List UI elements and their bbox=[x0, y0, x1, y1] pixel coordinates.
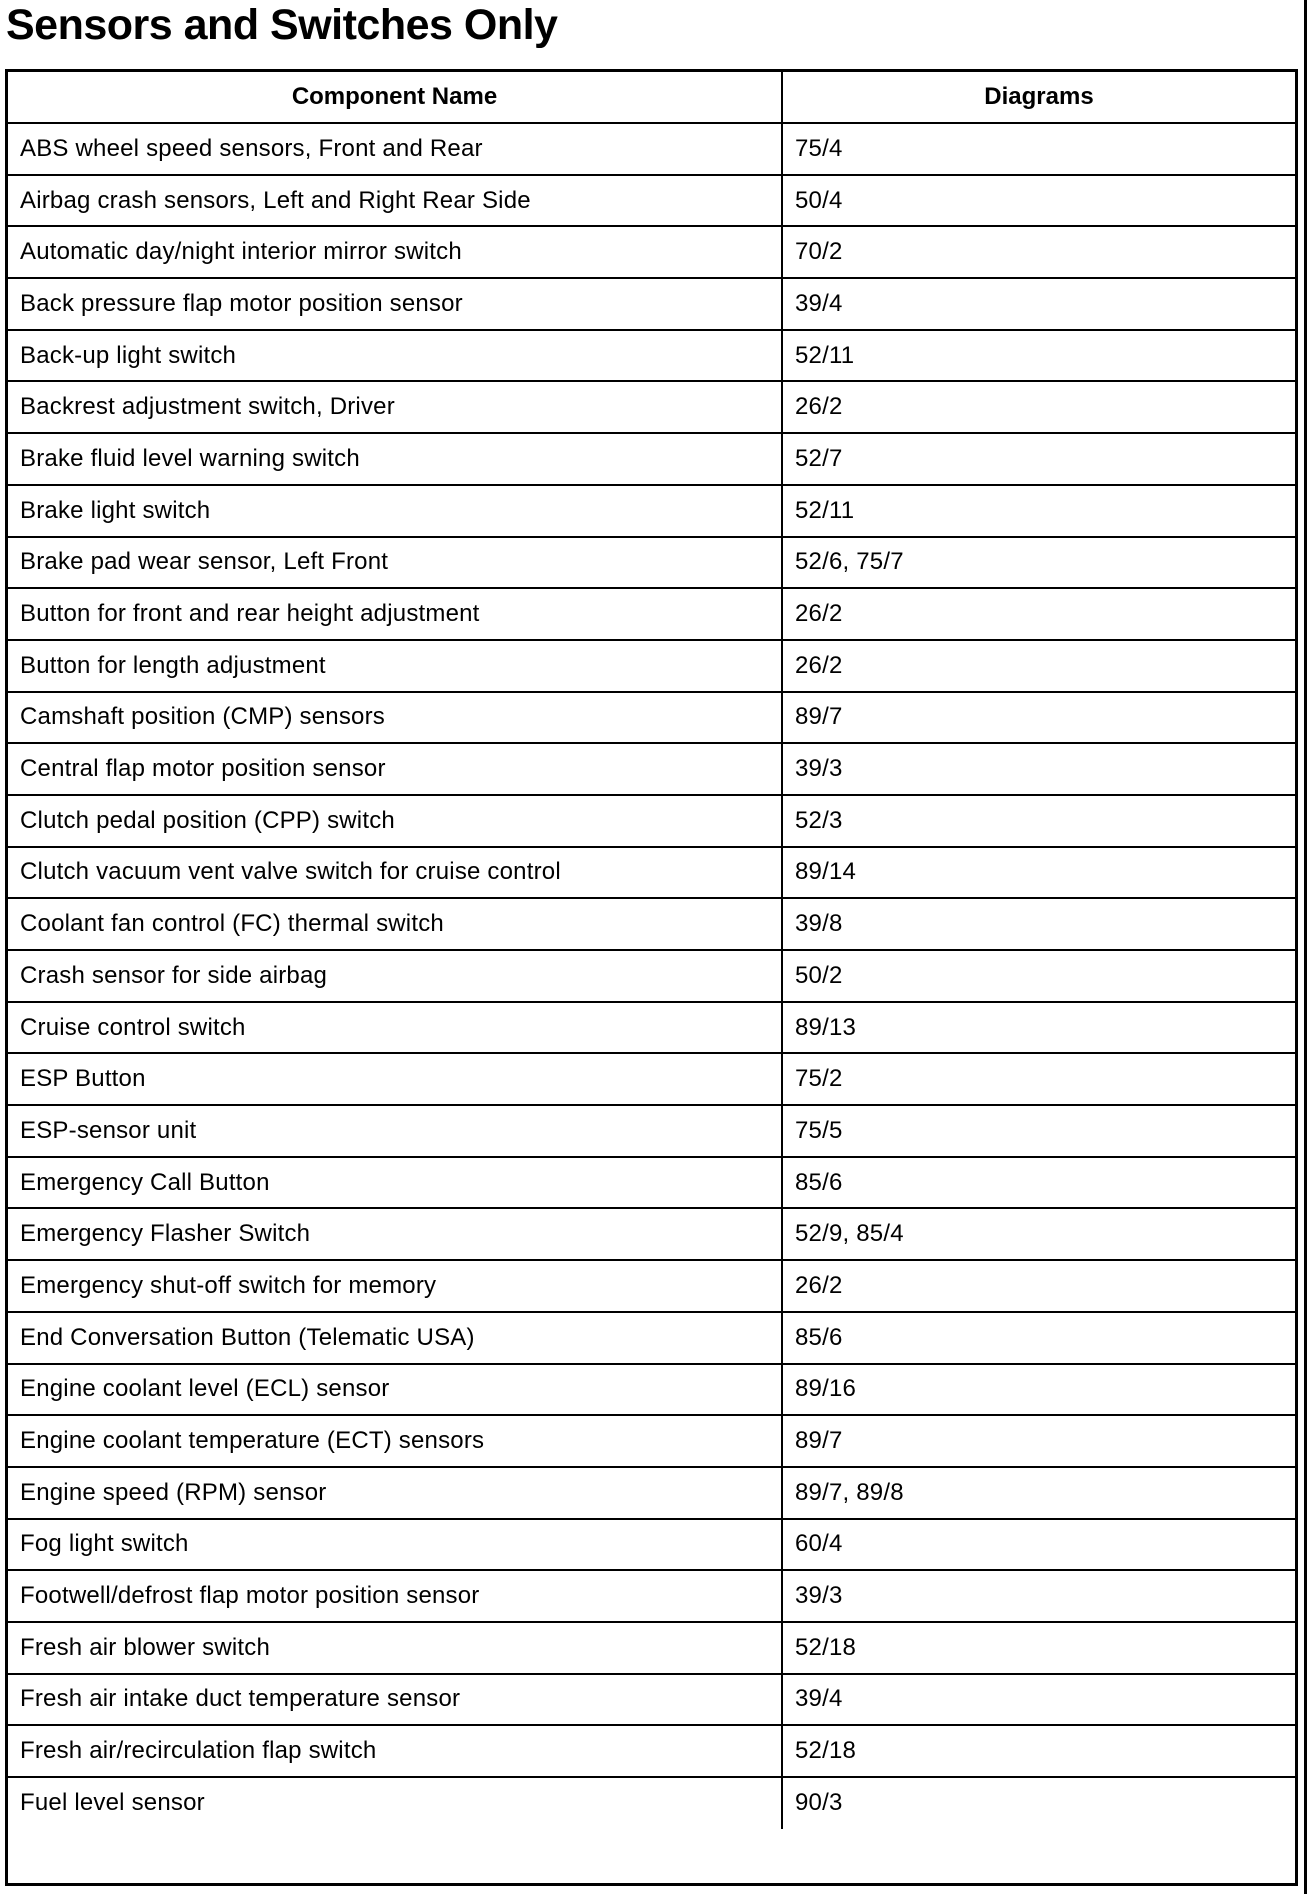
diagrams-cell: 26/2 bbox=[782, 1260, 1295, 1312]
component-name-cell: Fog light switch bbox=[8, 1519, 782, 1571]
table-header-row bbox=[8, 72, 1295, 123]
table-row bbox=[8, 1002, 1295, 1054]
table-row bbox=[8, 381, 1295, 433]
diagrams-cell: 26/2 bbox=[782, 588, 1295, 640]
component-table bbox=[8, 72, 1295, 1829]
component-name-cell: Fuel level sensor bbox=[8, 1777, 782, 1829]
table-row bbox=[8, 175, 1295, 227]
diagrams-cell: 52/7 bbox=[782, 433, 1295, 485]
component-name-cell: Camshaft position (CMP) sensors bbox=[8, 692, 782, 744]
table-row bbox=[8, 226, 1295, 278]
diagrams-cell: 52/6, 75/7 bbox=[782, 537, 1295, 589]
component-name-cell: Back-up light switch bbox=[8, 330, 782, 382]
diagrams-cell: 89/13 bbox=[782, 1002, 1295, 1054]
diagrams-cell: 75/2 bbox=[782, 1053, 1295, 1105]
diagrams-cell: 26/2 bbox=[782, 381, 1295, 433]
diagrams-cell: 89/7 bbox=[782, 1415, 1295, 1467]
component-name-cell: Brake pad wear sensor, Left Front bbox=[8, 537, 782, 589]
table-row bbox=[8, 640, 1295, 692]
table-row bbox=[8, 330, 1295, 382]
table-row bbox=[8, 123, 1295, 175]
table-row bbox=[8, 1105, 1295, 1157]
component-name-cell: Engine coolant level (ECL) sensor bbox=[8, 1364, 782, 1416]
component-name-cell: Back pressure flap motor position sensor bbox=[8, 278, 782, 330]
table-row bbox=[8, 1467, 1295, 1519]
component-name-cell: Emergency shut-off switch for memory bbox=[8, 1260, 782, 1312]
component-name-cell: Button for length adjustment bbox=[8, 640, 782, 692]
component-name-cell: Coolant fan control (FC) thermal switch bbox=[8, 898, 782, 950]
component-name-cell: Engine speed (RPM) sensor bbox=[8, 1467, 782, 1519]
diagrams-cell: 50/4 bbox=[782, 175, 1295, 227]
table-row bbox=[8, 1260, 1295, 1312]
diagrams-cell: 90/3 bbox=[795, 1789, 843, 1817]
diagrams-cell: 50/2 bbox=[782, 950, 1295, 1002]
table-row bbox=[8, 278, 1295, 330]
page-title: Sensors and Switches Only bbox=[6, 1, 558, 49]
diagrams-cell: 75/4 bbox=[782, 123, 1295, 175]
diagrams-cell: 39/8 bbox=[782, 898, 1295, 950]
diagrams-cell: 60/4 bbox=[782, 1519, 1295, 1571]
diagrams-cell: 26/2 bbox=[782, 640, 1295, 692]
diagrams-cell: 89/7, 89/8 bbox=[782, 1467, 1295, 1519]
table-row bbox=[8, 847, 1295, 899]
component-name-cell: Fresh air intake duct temperature sensor bbox=[8, 1674, 782, 1726]
table-row bbox=[8, 1053, 1295, 1105]
table-row bbox=[8, 898, 1295, 950]
diagrams-cell: 89/16 bbox=[782, 1364, 1295, 1416]
component-name-cell: End Conversation Button (Telematic USA) bbox=[8, 1312, 782, 1364]
table-body bbox=[8, 123, 1295, 1829]
diagrams-cell: 52/3 bbox=[782, 795, 1295, 847]
component-name-cell: Brake fluid level warning switch bbox=[8, 433, 782, 485]
component-name-cell: Engine coolant temperature (ECT) sensors bbox=[8, 1415, 782, 1467]
table-row bbox=[8, 1725, 1295, 1777]
table-row bbox=[8, 1415, 1295, 1467]
diagrams-cell: 52/11 bbox=[782, 330, 1295, 382]
table-row bbox=[8, 950, 1295, 1002]
diagrams-cell: 70/2 bbox=[782, 226, 1295, 278]
diagrams-cell: 39/3 bbox=[782, 743, 1295, 795]
table-row bbox=[8, 795, 1295, 847]
component-name-cell: Fresh air blower switch bbox=[8, 1622, 782, 1674]
component-name-cell: ESP Button bbox=[8, 1053, 782, 1105]
component-name-cell: Cruise control switch bbox=[8, 1002, 782, 1054]
table-row bbox=[8, 1312, 1295, 1364]
component-name-cell: Button for front and rear height adjustment bbox=[8, 588, 782, 640]
table-row bbox=[8, 588, 1295, 640]
diagrams-cell: 89/14 bbox=[782, 847, 1295, 899]
table-row bbox=[8, 1777, 1295, 1829]
diagrams-cell: 52/11 bbox=[782, 485, 1295, 537]
component-name-cell: Backrest adjustment switch, Driver bbox=[8, 381, 782, 433]
diagrams-cell: 85/6 bbox=[782, 1157, 1295, 1209]
diagrams-cell: 89/7 bbox=[782, 692, 1295, 744]
diagrams-cell: 85/6 bbox=[782, 1312, 1295, 1364]
table-row bbox=[8, 1208, 1295, 1260]
diagrams-cell: 52/9, 85/4 bbox=[782, 1208, 1295, 1260]
table-row bbox=[8, 433, 1295, 485]
component-table-frame bbox=[5, 69, 1298, 1886]
column-header-component-name: Component Name bbox=[8, 72, 782, 123]
component-name-cell: Crash sensor for side airbag bbox=[8, 950, 782, 1002]
diagrams-cell: 52/18 bbox=[782, 1622, 1295, 1674]
diagrams-cell: 52/18 bbox=[782, 1725, 1295, 1777]
table-row bbox=[8, 537, 1295, 589]
component-name-cell: Central flap motor position sensor bbox=[8, 743, 782, 795]
table-row bbox=[8, 1674, 1295, 1726]
diagrams-cell: 75/5 bbox=[782, 1105, 1295, 1157]
diagrams-cell: 39/4 bbox=[782, 278, 1295, 330]
table-row bbox=[8, 1157, 1295, 1209]
component-name-cell: ESP-sensor unit bbox=[8, 1105, 782, 1157]
table-row bbox=[8, 1364, 1295, 1416]
table-row bbox=[8, 485, 1295, 537]
component-name-cell: Automatic day/night interior mirror switch bbox=[8, 226, 782, 278]
component-name-cell: Airbag crash sensors, Left and Right Rear Side bbox=[8, 175, 782, 227]
diagrams-cell: 39/3 bbox=[782, 1570, 1295, 1622]
column-header-diagrams: Diagrams bbox=[782, 72, 1295, 123]
component-name-cell: Clutch vacuum vent valve switch for cruise control bbox=[8, 847, 782, 899]
component-name-cell: Emergency Flasher Switch bbox=[8, 1208, 782, 1260]
diagrams-cell: 39/4 bbox=[782, 1674, 1295, 1726]
component-name-cell: Brake light switch bbox=[8, 485, 782, 537]
component-name-cell: Fresh air/recirculation flap switch bbox=[8, 1725, 782, 1777]
table-row bbox=[8, 692, 1295, 744]
table-row bbox=[8, 1622, 1295, 1674]
component-name-cell: ABS wheel speed sensors, Front and Rear bbox=[8, 123, 782, 175]
table-row bbox=[8, 1570, 1295, 1622]
table-row bbox=[8, 743, 1295, 795]
table-row bbox=[8, 1519, 1295, 1571]
component-name-cell: Footwell/defrost flap motor position sensor bbox=[8, 1570, 782, 1622]
component-name-cell: Emergency Call Button bbox=[8, 1157, 782, 1209]
page-right-border bbox=[1304, 0, 1307, 1894]
component-name-cell: Clutch pedal position (CPP) switch bbox=[8, 795, 782, 847]
